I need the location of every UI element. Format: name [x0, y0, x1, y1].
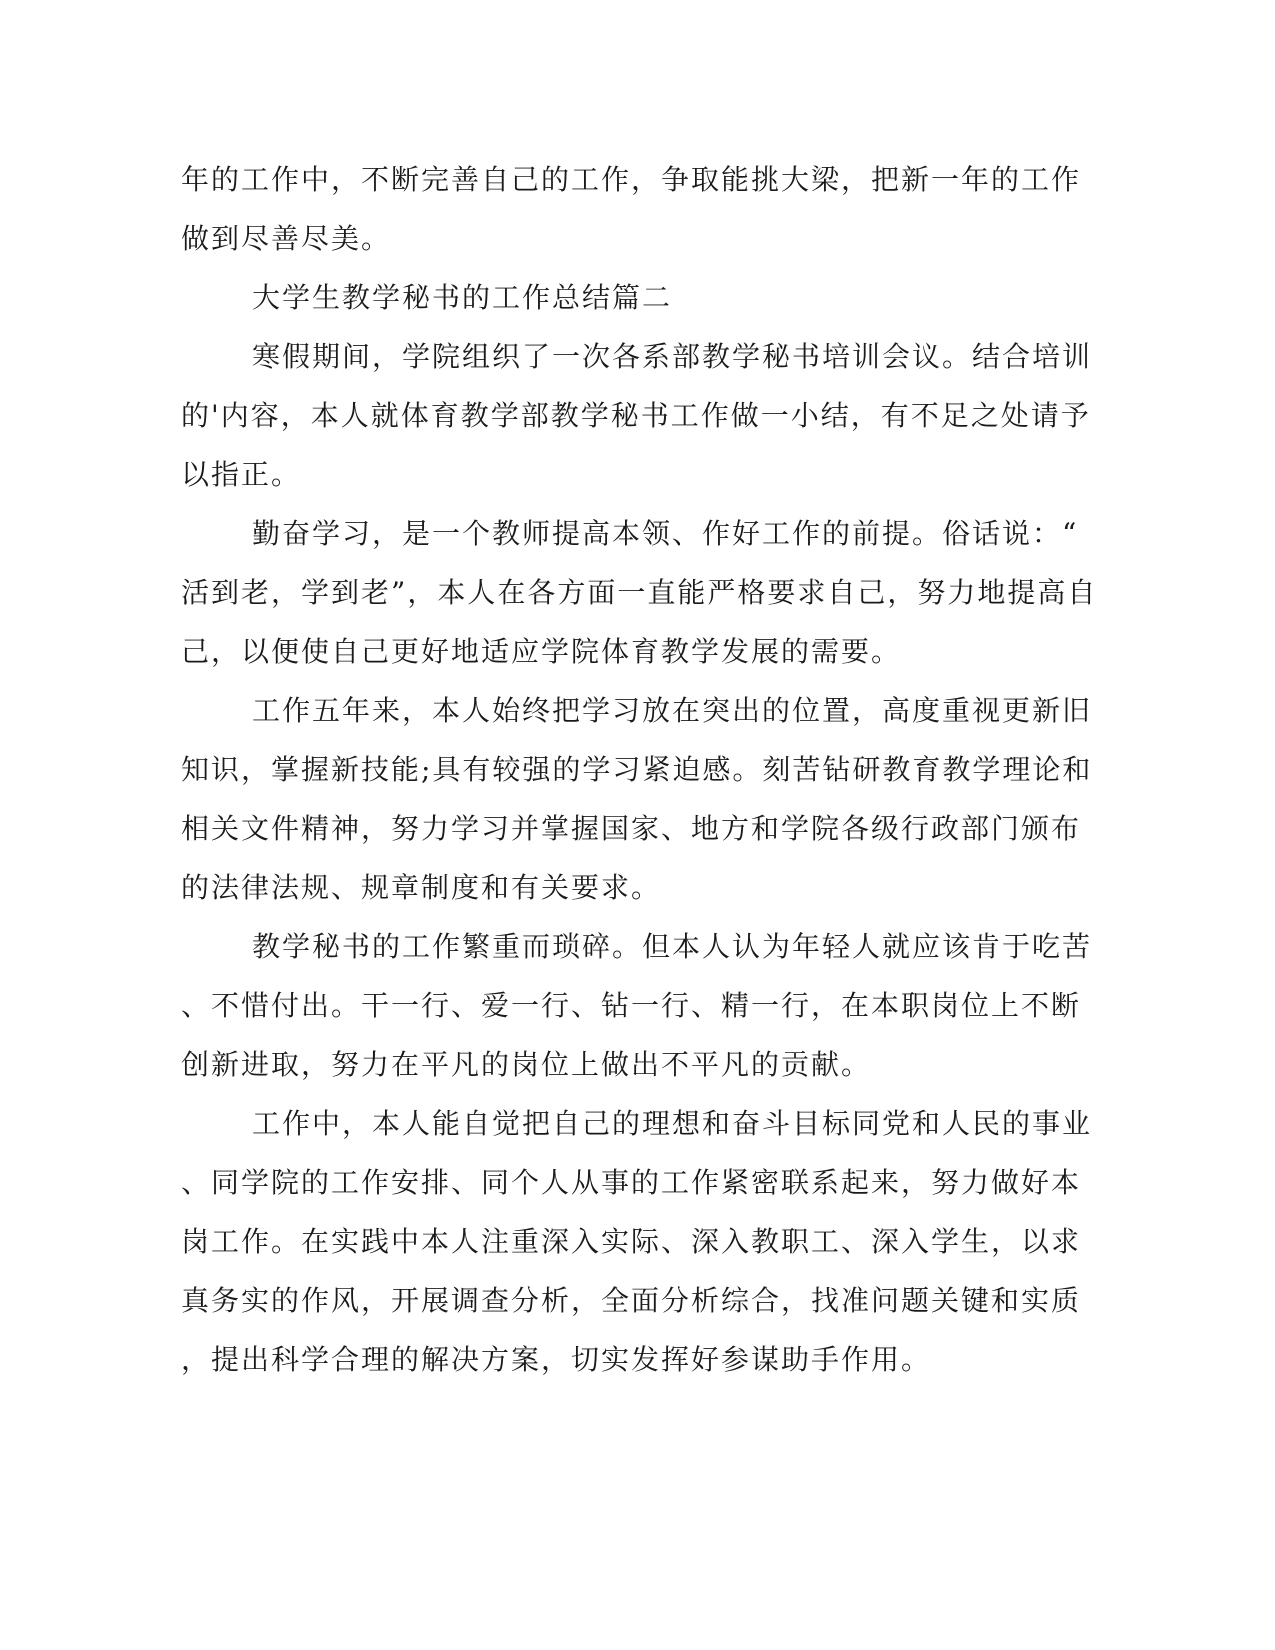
text-line: 工作五年来，本人始终把学习放在突出的位置，高度重视更新旧 — [252, 694, 1093, 727]
text-line: 教学秘书的工作繁重而琐碎。但本人认为年轻人就应该肯于吃苦 — [252, 930, 1093, 963]
text-line: 年的工作中，不断完善自己的工作，争取能挑大梁，把新一年的工作 — [181, 163, 1082, 196]
text-line: 真务实的作风，开展调查分析，全面分析综合，找准问题关键和实质 — [181, 1284, 1082, 1317]
text-line: 、不惜付出。干一行、爱一行、钻一行、精一行，在本职岗位上不断 — [181, 989, 1082, 1022]
text-line: 工作中，本人能自觉把自己的理想和奋斗目标同党和人民的事业 — [252, 1107, 1093, 1140]
text-line: 的'内容，本人就体育教学部教学秘书工作做一小结，有不足之处请予 — [181, 399, 1091, 432]
section-title: 大学生教学秘书的工作总结篇二 — [252, 281, 673, 314]
text-line: 活到老，学到老”，本人在各方面一直能严格要求自己，努力地提高自 — [181, 576, 1098, 609]
text-line: 做到尽善尽美。 — [181, 222, 392, 255]
text-line: 知识，掌握新技能;具有较强的学习紧迫感。刻苦钻研教育教学理论和 — [181, 753, 1093, 786]
text-line: 、同学院的工作安排、同个人从事的工作紧密联系起来，努力做好本 — [181, 1166, 1082, 1199]
text-line: 寒假期间，学院组织了一次各系部教学秘书培训会议。结合培训 — [252, 340, 1093, 373]
text-line: 勤奋学习，是一个教师提高本领、作好工作的前提。俗话说：“ — [252, 517, 1079, 550]
text-line: 己，以便使自己更好地适应学院体育教学发展的需要。 — [181, 635, 902, 668]
text-line: ，提出科学合理的解决方案，切实发挥好参谋助手作用。 — [181, 1343, 932, 1376]
text-line: 创新进取，努力在平凡的岗位上做出不平凡的贡献。 — [181, 1048, 872, 1081]
text-line: 岗工作。在实践中本人注重深入实际、深入教职工、深入学生，以求 — [181, 1225, 1082, 1258]
text-line: 以指正。 — [181, 458, 302, 491]
text-line: 相关文件精神，努力学习并掌握国家、地方和学院各级行政部门颁布 — [181, 812, 1082, 845]
text-line: 的法律法规、规章制度和有关要求。 — [181, 871, 662, 904]
